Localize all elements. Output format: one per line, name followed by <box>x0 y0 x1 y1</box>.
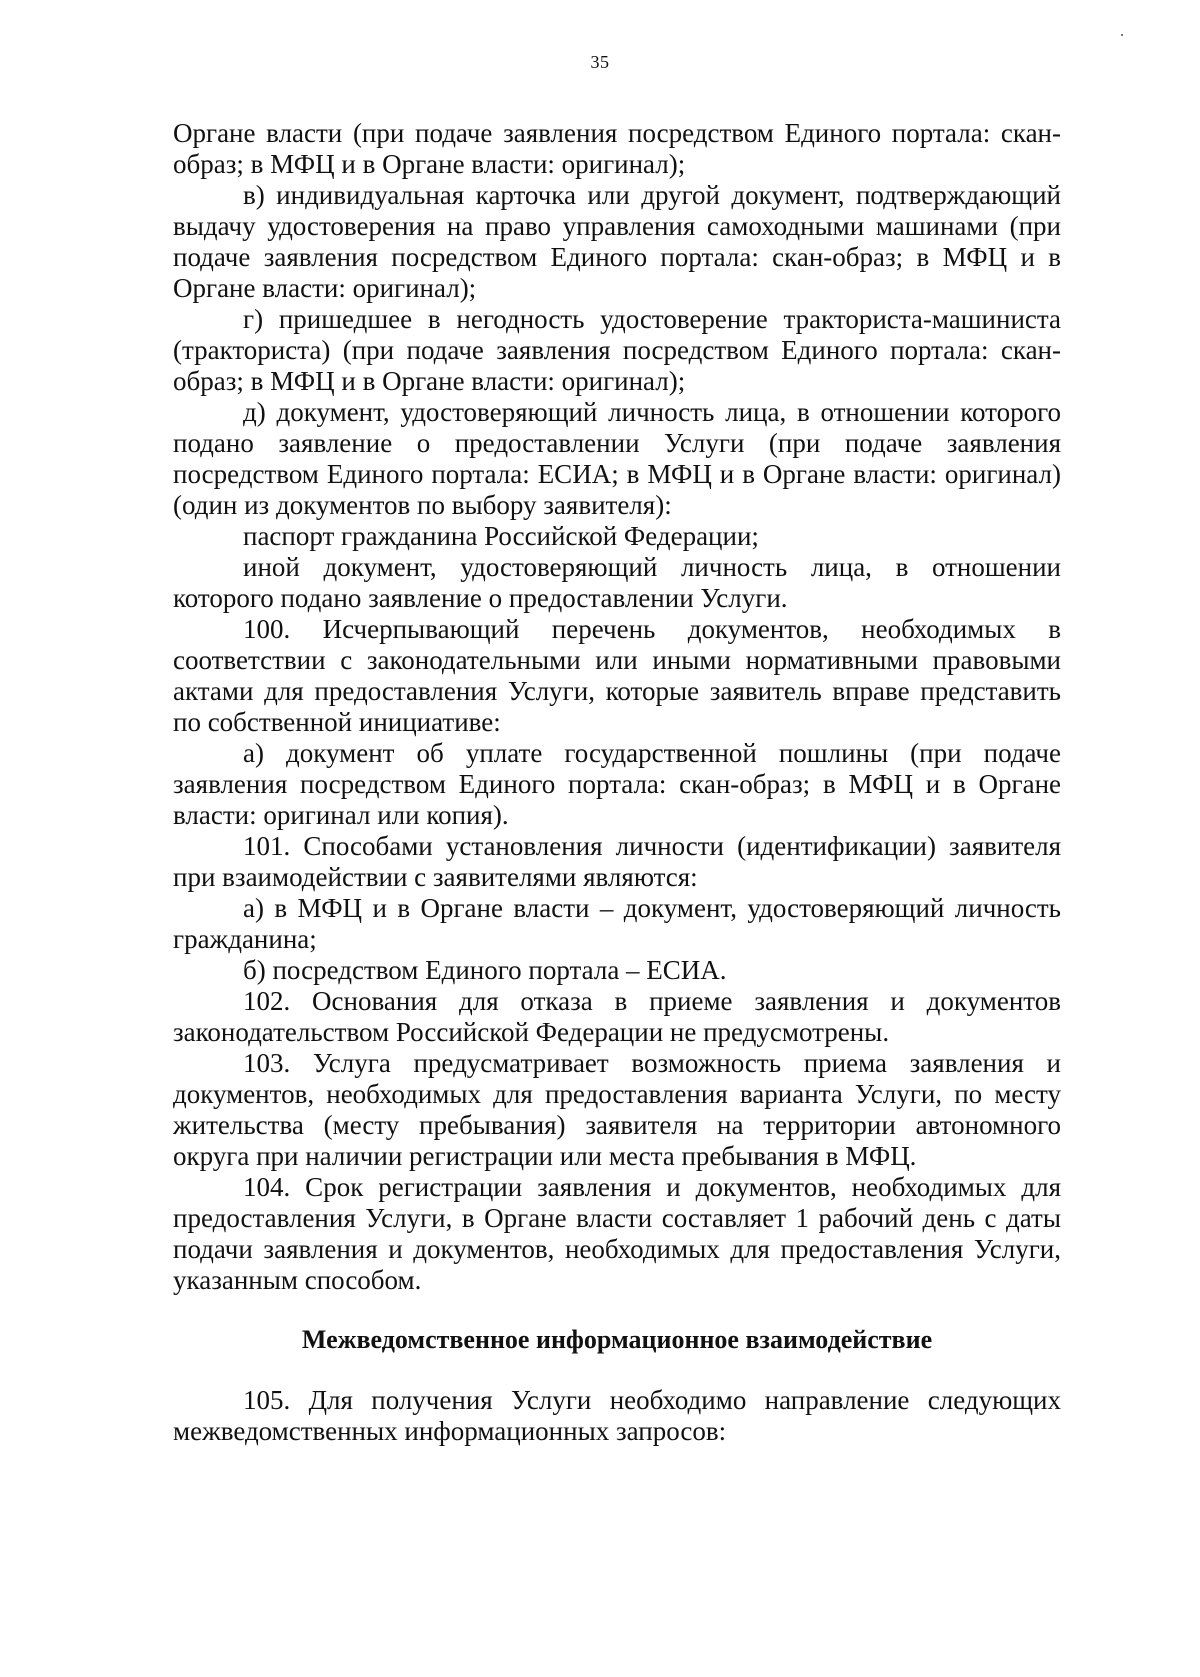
section-heading: Межведомственное информационное взаимодействие <box>301 1325 933 1354</box>
scan-speck <box>1121 34 1123 36</box>
paragraph-item-v: в) индивидуальная карточка или другой документ, подтверждающий выдачу удостоверения на право управления самоходными машинами (при подаче заявления посредством Единого портала: скан-образ; в МФЦ и в Органе власти: оригинал); <box>173 180 1061 303</box>
paragraph-104: 104. Срок регистрации заявления и документов, необходимых для предоставления Услуги, в Органе власти составляет 1 рабочий день с даты подачи заявления и документов, необходимых для предоставления Услуги, указанным способом. <box>173 1172 1061 1295</box>
paragraph-other-document: иной документ, удостоверяющий личность лица, в отношении которого подано заявление о предоставлении Услуги. <box>173 552 1061 613</box>
document-body <box>173 118 1061 1447</box>
page-number: 35 <box>590 52 610 72</box>
paragraph-101-b: б) посредством Единого портала – ЕСИА. <box>243 955 727 985</box>
paragraph-item-d: д) документ, удостоверяющий личность лица, в отношении которого подано заявление о предоставлении Услуги (при подаче заявления посредством Единого портала: ЕСИА; в МФЦ и в Органе власти: оригинал) (один из документов по выбору заявителя): <box>173 397 1061 520</box>
paragraph-item-g: г) пришедшее в негодность удостоверение тракториста-машиниста (тракториста) (при подаче заявления посредством Единого портала: скан-образ; в МФЦ и в Органе власти: оригинал); <box>173 304 1061 396</box>
paragraph-100-a: а) документ об уплате государственной пошлины (при подаче заявления посредством Единого портала: скан-образ; в МФЦ и в Органе власти: оригинал или копия). <box>173 738 1061 830</box>
paragraph-continuation: Органе власти (при подаче заявления посредством Единого портала: скан-образ; в МФЦ и в Органе власти: оригинал); <box>173 118 1061 179</box>
paragraph-102: 102. Основания для отказа в приеме заявления и документов законодательством Российской Федерации не предусмотрены. <box>173 986 1061 1047</box>
paragraph-passport: паспорт гражданина Российской Федерации; <box>243 521 759 551</box>
paragraph-103: 103. Услуга предусматривает возможность приема заявления и документов, необходимых для предоставления варианта Услуги, по месту жительства (месту пребывания) заявителя на территории автономного округа при наличии регистрации или места пребывания в МФЦ. <box>173 1048 1061 1171</box>
paragraph-105: 105. Для получения Услуги необходимо направление следующих межведомственных информационных запросов: <box>173 1385 1061 1446</box>
paragraph-101-a: а) в МФЦ и в Органе власти – документ, удостоверяющий личность гражданина; <box>173 893 1061 954</box>
paragraph-101: 101. Способами установления личности (идентификации) заявителя при взаимодействии с заявителями являются: <box>173 831 1061 892</box>
paragraph-100: 100. Исчерпывающий перечень документов, необходимых в соответствии с законодательными или иными нормативными правовыми актами для предоставления Услуги, которые заявитель вправе представить по собственной инициативе: <box>173 614 1061 737</box>
